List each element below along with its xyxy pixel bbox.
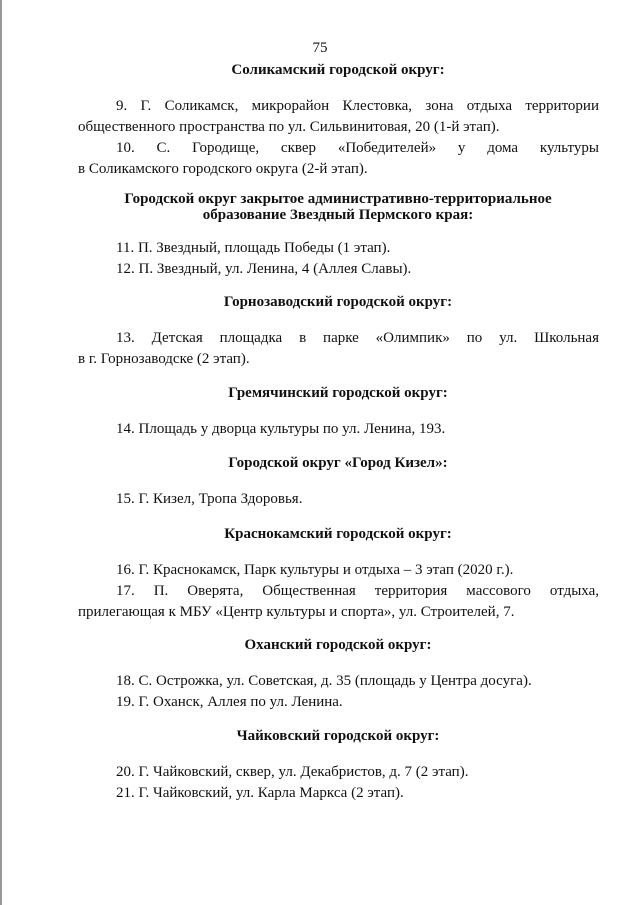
list-item-13-line-2: в г. Горнозаводске (2 этап). xyxy=(78,351,250,367)
section-heading-zvezdny-line-2: образование Звездный Пермского края: xyxy=(202,207,474,223)
list-item-11 xyxy=(78,238,599,259)
page-number: 75 xyxy=(312,40,328,56)
list-item-17-line-1: 17. П. Оверята, Общественная территория массового отдыха, xyxy=(116,583,599,599)
list-item-12-line-1: 12. П. Звездный, ул. Ленина, 4 (Аллея Славы). xyxy=(116,261,412,277)
list-item-14 xyxy=(78,419,599,440)
list-item-21 xyxy=(78,783,599,804)
list-item-13-line-1: 13. Детская площадка в парке «Олимпик» по ул. Школьная xyxy=(116,330,599,346)
list-item-10 xyxy=(78,138,599,180)
list-item-10-line-2: в Соликамского городского округа (2-й этап). xyxy=(78,161,368,177)
list-item-20-line-1: 20. Г. Чайковский, сквер, ул. Декабристов, д. 7 (2 этап). xyxy=(116,764,469,780)
section-heading-kizel: Городской округ «Город Кизел»: xyxy=(228,455,448,471)
section-heading-gornozavodsk: Горнозаводский городской округ: xyxy=(223,294,453,310)
list-item-10-line-1: 10. С. Городище, сквер «Победителей» у дома культуры xyxy=(116,140,599,156)
list-item-15 xyxy=(78,489,599,510)
list-item-9-line-1: 9. Г. Соликамск, микрорайон Клестовка, зона отдыха территории xyxy=(116,98,599,114)
list-item-13 xyxy=(78,328,599,370)
list-item-16 xyxy=(78,560,599,581)
list-item-18 xyxy=(78,671,599,692)
list-item-19 xyxy=(78,692,599,713)
section-heading-krasnokamsk: Краснокамский городской округ: xyxy=(224,526,452,542)
list-item-17-line-2: прилегающая к МБУ «Центр культуры и спорта», ул. Строителей, 7. xyxy=(78,604,515,620)
list-item-11-line-1: 11. П. Звездный, площадь Победы (1 этап). xyxy=(116,240,391,256)
list-item-12 xyxy=(78,259,599,280)
section-heading-solikamsk: Соликамский городской округ: xyxy=(231,62,445,78)
list-item-14-line-1: 14. Площадь у дворца культуры по ул. Ленина, 193. xyxy=(116,421,446,437)
list-item-16-line-1: 16. Г. Краснокамск, Парк культуры и отдыха – 3 этап (2020 г.). xyxy=(116,562,514,578)
list-item-9-line-2: общественного пространства по ул. Сильвинитовая, 20 (1-й этап). xyxy=(78,119,500,135)
section-heading-zvezdny xyxy=(78,191,598,223)
section-heading-zvezdny-line-1: Городской округ закрытое административно-территориальное xyxy=(124,191,552,207)
list-item-20 xyxy=(78,762,599,783)
section-heading-okhansk: Оханский городской округ: xyxy=(244,637,432,653)
list-item-19-line-1: 19. Г. Оханск, Аллея по ул. Ленина. xyxy=(116,694,343,710)
list-item-9 xyxy=(78,96,599,138)
list-item-15-line-1: 15. Г. Кизел, Тропа Здоровья. xyxy=(116,491,303,507)
section-heading-gremyachinsk: Гремячинский городской округ: xyxy=(228,385,448,401)
list-item-17 xyxy=(78,581,599,623)
list-item-18-line-1: 18. С. Острожка, ул. Советская, д. 35 (площадь у Центра досуга). xyxy=(116,673,532,689)
list-item-21-line-1: 21. Г. Чайковский, ул. Карла Маркса (2 этап). xyxy=(116,785,404,801)
section-heading-chaikovsky: Чайковский городской округ: xyxy=(236,728,440,744)
page-left-edge xyxy=(0,0,2,905)
